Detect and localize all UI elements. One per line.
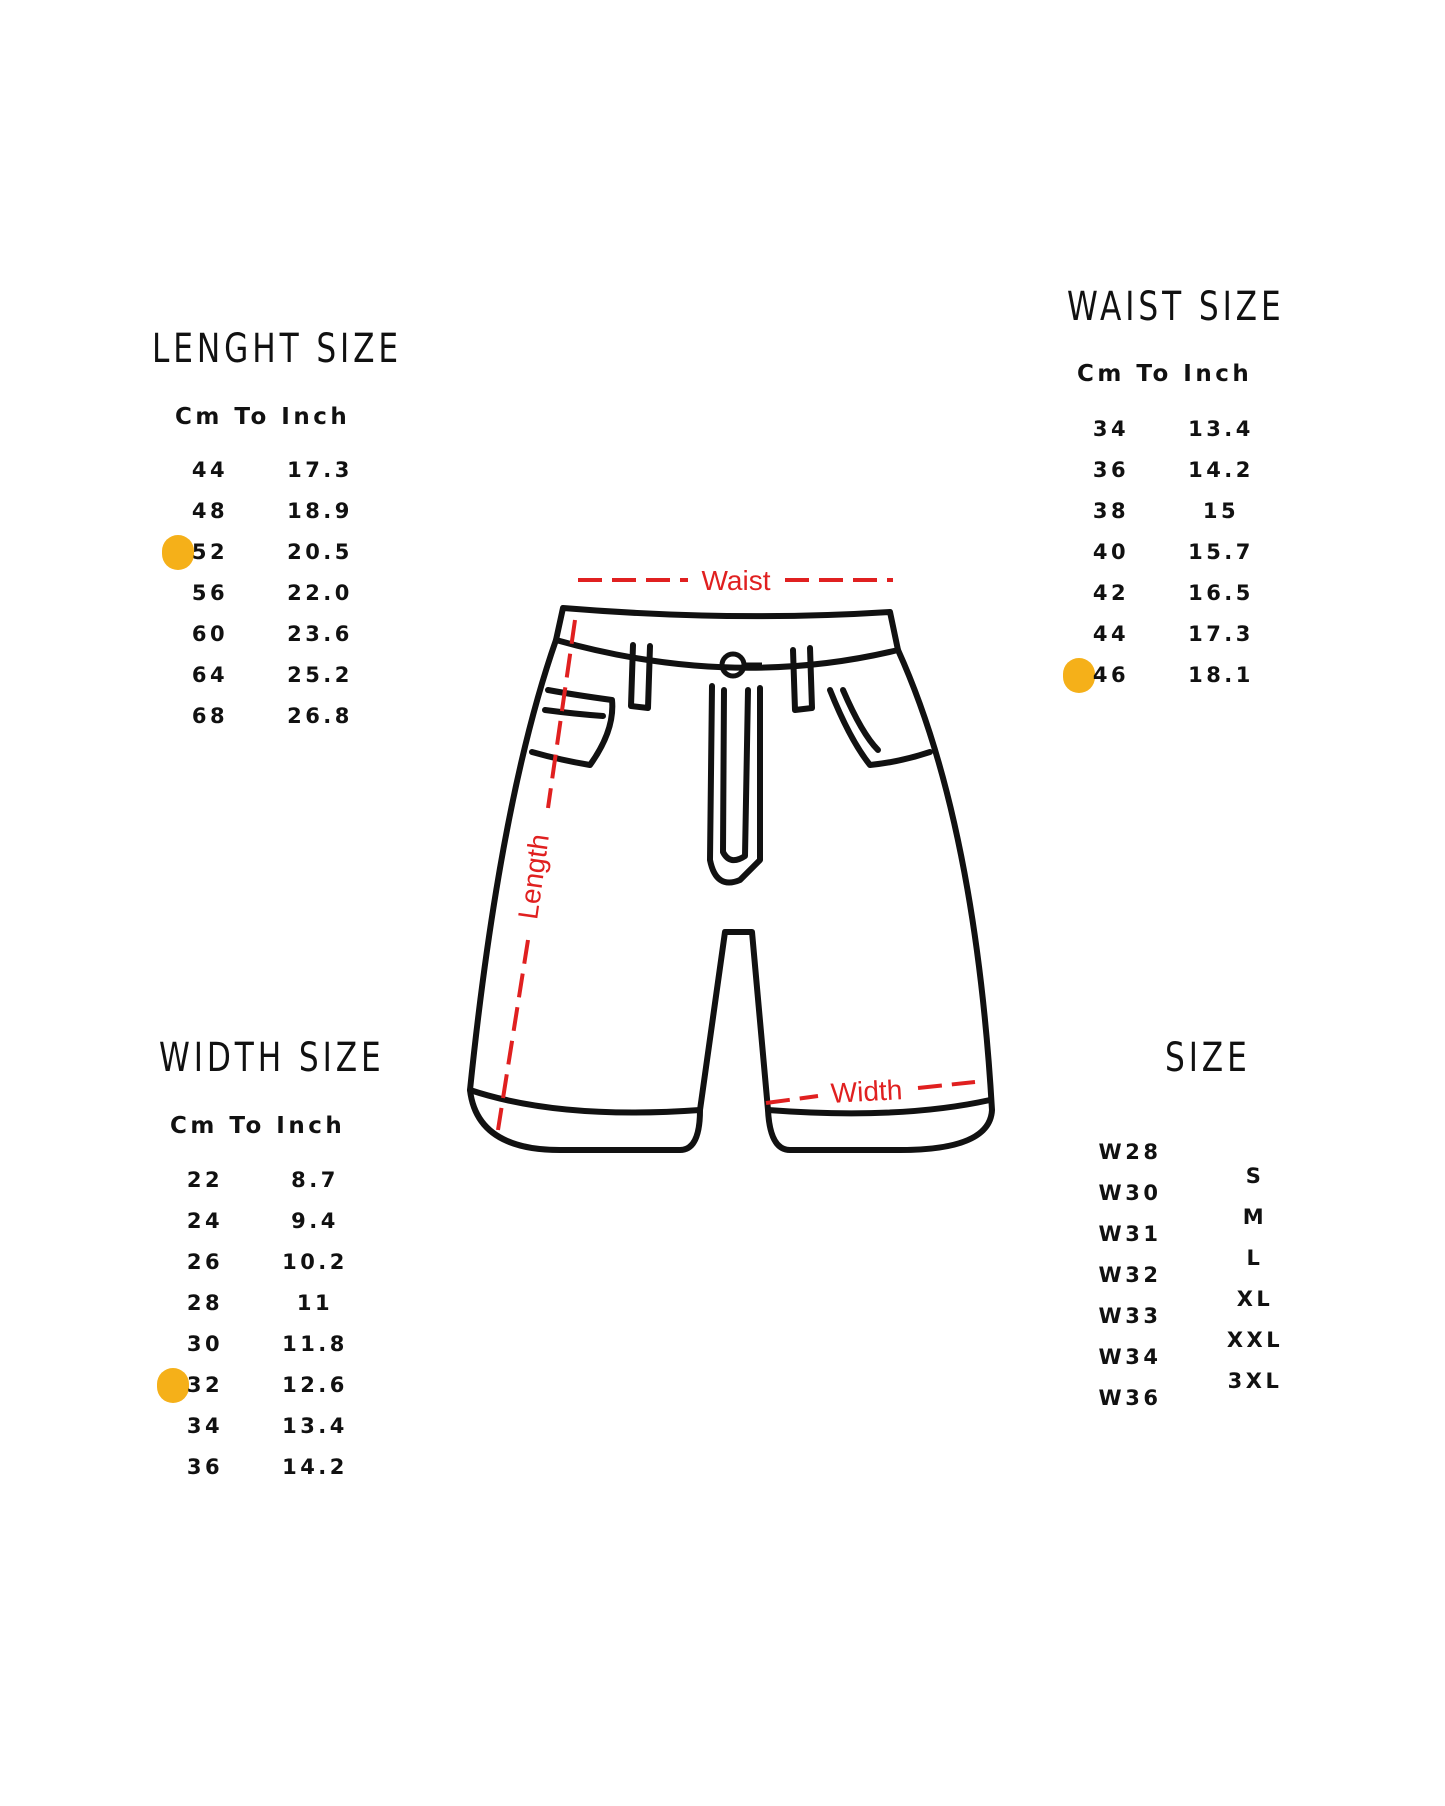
waist-cm-value: 38 <box>1092 499 1130 523</box>
width-cm-value: 34 <box>186 1414 224 1438</box>
waist-size-label: W36 <box>1098 1386 1162 1410</box>
width-inch-value: 8.7 <box>291 1168 339 1192</box>
width-size-title: WIDTH SIZE <box>159 1035 385 1081</box>
width-inch-value: 12.6 <box>282 1373 348 1397</box>
pocket-left-stitch <box>545 710 603 716</box>
cuff-right <box>768 1100 990 1113</box>
pocket-right <box>830 690 930 765</box>
length-cm-value: 52 <box>191 540 229 564</box>
width-cm-value: 22 <box>186 1168 224 1192</box>
waistband <box>556 608 898 668</box>
waist-cm-value: 46 <box>1092 663 1130 687</box>
cuff-left <box>470 1090 700 1113</box>
waist-cm-value: 36 <box>1092 458 1130 482</box>
width-cm-value: 24 <box>186 1209 224 1233</box>
length-cm-value: 68 <box>191 704 229 728</box>
waist-inch-value: 17.3 <box>1188 622 1254 646</box>
length-inch-value: 18.9 <box>287 499 353 523</box>
pocket-left <box>532 690 612 765</box>
width-unit-subtitle: Cm To Inch <box>170 1113 346 1139</box>
width-inch-value: 10.2 <box>282 1250 348 1274</box>
letter-size-label: 3XL <box>1227 1369 1283 1393</box>
length-measure-line <box>498 620 575 1130</box>
length-inch-value: 26.8 <box>287 704 353 728</box>
waist-measure-label: Waist <box>701 565 771 596</box>
waist-inch-value: 16.5 <box>1188 581 1254 605</box>
fly-inner <box>723 690 748 860</box>
waist-size-label: W30 <box>1098 1181 1162 1205</box>
letter-size-label: M <box>1242 1205 1268 1229</box>
waist-inch-value: 14.2 <box>1188 458 1254 482</box>
length-cm-value: 56 <box>191 581 229 605</box>
width-inch-value: 11 <box>296 1291 334 1315</box>
length-measure-label: Length <box>512 832 555 922</box>
waist-inch-value: 13.4 <box>1188 417 1254 441</box>
fly-outer <box>710 686 760 883</box>
width-measure-label: Width <box>829 1074 904 1109</box>
size-title: SIZE <box>1165 1035 1251 1081</box>
shorts-outline <box>470 608 992 1150</box>
letter-size-label: S <box>1245 1164 1265 1188</box>
waist-inch-value: 15.7 <box>1188 540 1254 564</box>
shorts-body <box>470 640 992 1150</box>
waist-size-label: W32 <box>1098 1263 1162 1287</box>
width-cm-value: 30 <box>186 1332 224 1356</box>
length-inch-value: 23.6 <box>287 622 353 646</box>
length-unit-subtitle: Cm To Inch <box>175 404 351 430</box>
width-cm-value: 28 <box>186 1291 224 1315</box>
width-inch-value: 11.8 <box>282 1332 348 1356</box>
waist-size-label: W28 <box>1098 1140 1162 1164</box>
belt-loop-left <box>631 645 650 708</box>
width-inch-value: 14.2 <box>282 1455 348 1479</box>
waist-inch-value: 15 <box>1202 499 1240 523</box>
letter-size-label: XL <box>1236 1287 1274 1311</box>
waist-size-label: W33 <box>1098 1304 1162 1328</box>
width-cm-value: 26 <box>186 1250 224 1274</box>
length-inch-value: 25.2 <box>287 663 353 687</box>
width-inch-value: 9.4 <box>291 1209 339 1233</box>
length-cm-value: 44 <box>191 458 229 482</box>
waist-size-title: WAIST SIZE <box>1067 284 1285 330</box>
length-cm-value: 60 <box>191 622 229 646</box>
belt-loop-right <box>793 648 812 710</box>
waist-inch-value: 18.1 <box>1188 663 1254 687</box>
waist-size-label: W34 <box>1098 1345 1162 1369</box>
width-cm-value: 32 <box>186 1373 224 1397</box>
waist-cm-value: 40 <box>1092 540 1130 564</box>
width-cm-value: 36 <box>186 1455 224 1479</box>
pocket-right-stitch <box>843 690 878 750</box>
length-cm-value: 48 <box>191 499 229 523</box>
waist-cm-value: 42 <box>1092 581 1130 605</box>
waist-size-label: W31 <box>1098 1222 1162 1246</box>
waist-unit-subtitle: Cm To Inch <box>1077 361 1253 387</box>
length-inch-value: 17.3 <box>287 458 353 482</box>
length-inch-value: 20.5 <box>287 540 353 564</box>
waist-cm-value: 44 <box>1092 622 1130 646</box>
length-cm-value: 64 <box>191 663 229 687</box>
button-icon <box>722 654 762 676</box>
letter-size-label: L <box>1246 1246 1264 1270</box>
letter-size-label: XXL <box>1226 1328 1284 1352</box>
length-inch-value: 22.0 <box>287 581 353 605</box>
waist-cm-value: 34 <box>1092 417 1130 441</box>
width-inch-value: 13.4 <box>282 1414 348 1438</box>
width-measure-line <box>766 1082 975 1103</box>
length-size-title: LENGHT SIZE <box>152 326 403 372</box>
